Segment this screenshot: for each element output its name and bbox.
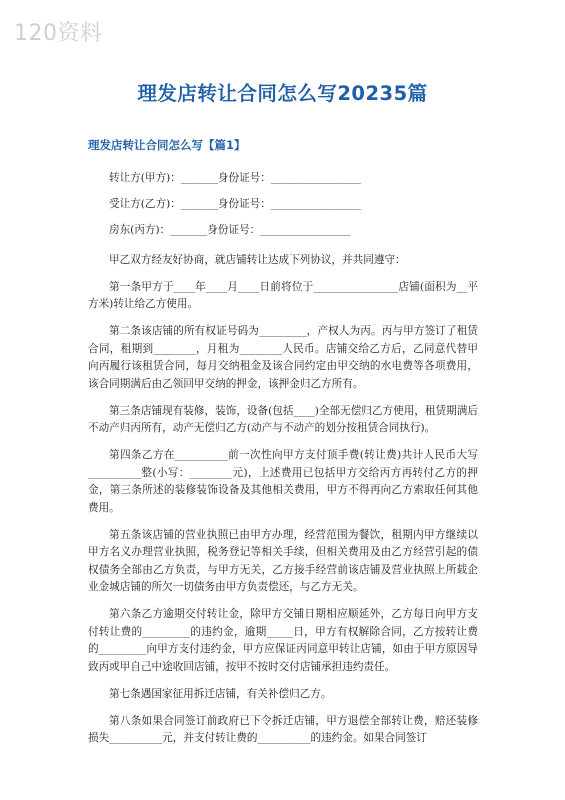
document-body — [88, 170, 478, 757]
paragraph-article-5: 第五条该店铺的营业执照已由甲方办理，经营范围为餐饮，租期内甲方继续以甲方名义办理营业执照，税务登记等相关手续，但相关费用及由乙方经营引起的债权债务全部由乙方负责，与甲方无关，乙方接手经营前该店铺及营业执照上所载企业金城店铺的所欠一切债务由甲方负责偿还，与乙方无关。 — [88, 528, 478, 593]
party-landlord: 房东(丙方)：_______身份证号：_________________ — [109, 224, 351, 236]
paragraph-intro: 甲乙双方经友好协商，就店铺转让达成下列协议，并共同遵守： — [109, 253, 406, 266]
paragraph-article-8: 第八条如果合同签订前政府已下令拆迁店铺，甲方退偿全部转让费，赔还装修损失__________元，并支付转让费的__________的违约金。如果合同签订 — [88, 714, 478, 744]
paragraph-article-4: 第四条乙方在__________前一次性向甲方支付顶手费(转让费)共计人民币大写__________整(小写：________元)，上述费用已包括甲方交给丙方再转付乙方的押金，第三条所述的装修装饰设备及其他相关费用，甲方不得再向乙方索取任何其他费用。 — [88, 449, 478, 514]
paragraph-article-7: 第七条遇国家征用拆迁店铺，有关补偿归乙方。 — [109, 687, 332, 700]
paragraph-article-6: 第六条乙方逾期交付转让金，除甲方交铺日期相应顺延外，乙方每日向甲方支付转让费的_________的违约金，逾期_____日，甲方有权解除合同，乙方按转让费的_________向甲方支付违约金，甲方应保证丙同意甲转让店铺，如由于甲方原因导致丙或甲自己中途收回店铺，按甲不按时交付店铺承担违约责任。 — [88, 608, 478, 673]
section-heading: 理发店转让合同怎么写【篇1】 — [88, 138, 246, 152]
document-title: 理发店转让合同怎么写20235篇 — [137, 82, 428, 105]
paragraph-article-3: 第三条店铺现有装修，装饰，设备(包括____)全部无偿归乙方使用，租赁期满后不动产归丙所有，动产无偿归乙方(动产与不动产的划分按租赁合同执行)。 — [88, 404, 478, 434]
watermark: 120资料 — [14, 21, 103, 46]
paragraph-article-2: 第二条该店铺的所有权证号码为_________，产权人为丙。丙与甲方签订了租赁合同，租期到________，月租为________人民币。店铺交给乙方后，乙同意代替甲向丙履行该租赁合同，每月交纳租金及该合同约定由甲交纳的水电费等各项费用，该合同期满后由乙领回甲交纳的押金，该押金归乙方所有。 — [88, 325, 478, 390]
paragraph-article-1: 第一条甲方于____年____月____日前将位于________________店铺(面积为__平方米)转让给乙方使用。 — [88, 280, 478, 310]
party-transferee: 受让方(乙方)：_______身份证号：_________________ — [109, 198, 361, 210]
party-transferor: 转让方(甲方)：_______身份证号：_________________ — [109, 172, 361, 184]
